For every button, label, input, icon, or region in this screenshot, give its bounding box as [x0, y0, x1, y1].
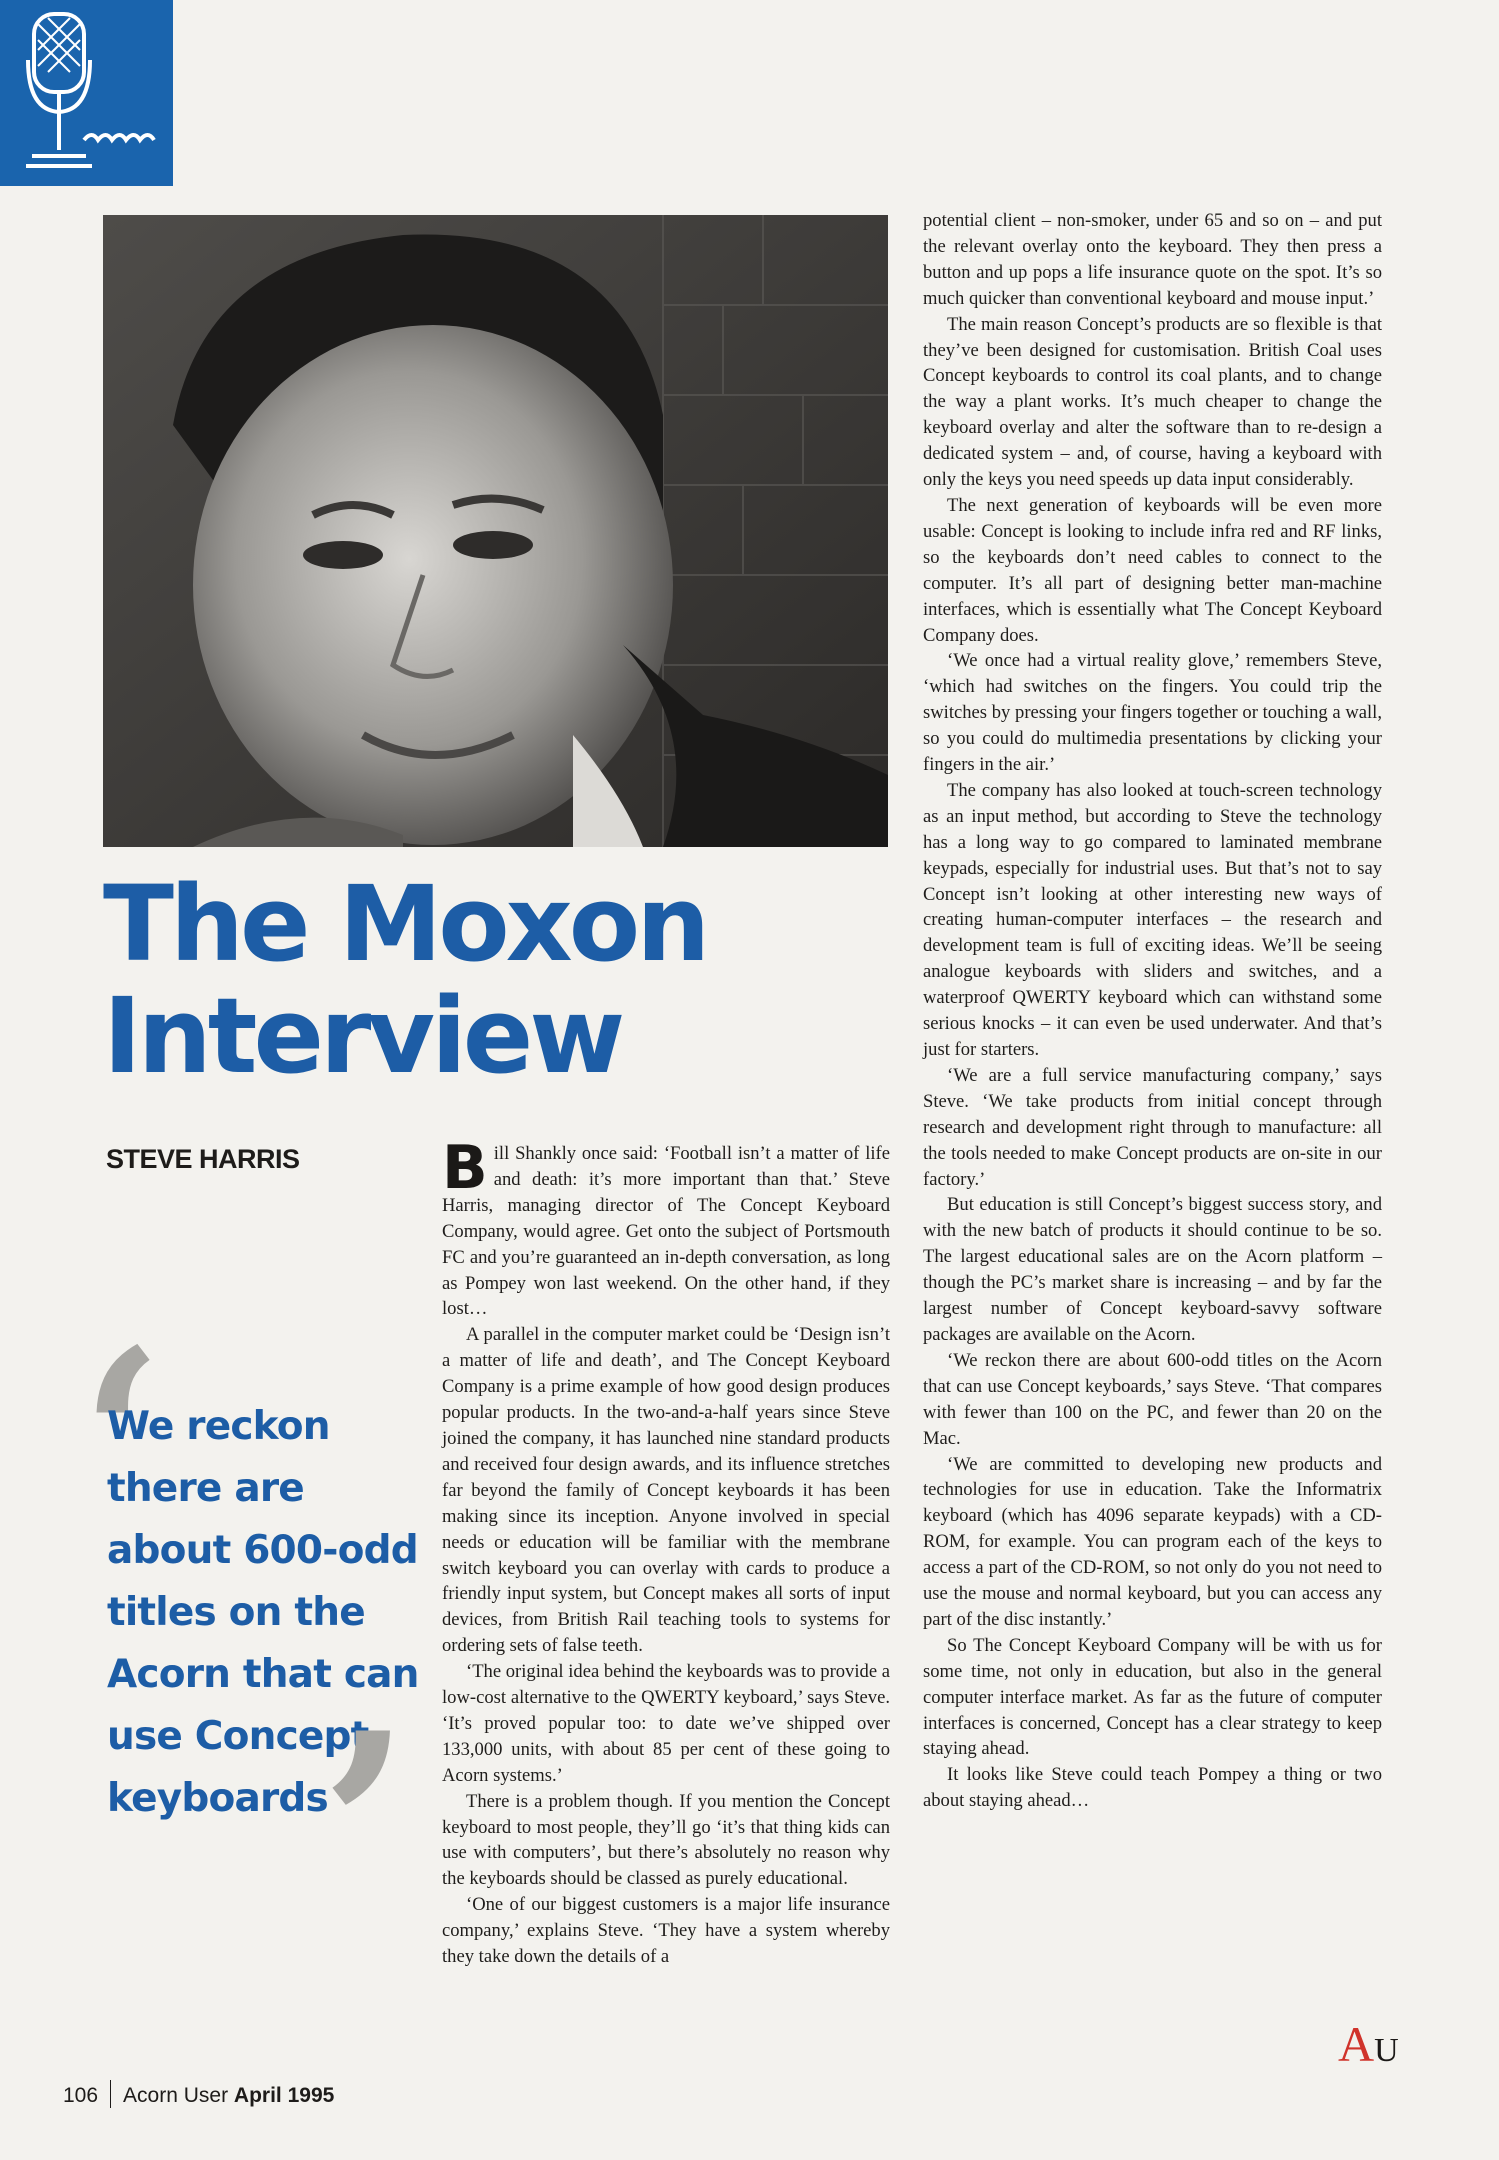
- article-paragraph: The next generation of keyboards will be even more usable: Concept is looking to include infra red and RF links, so the keyboards don’t need cables to connect to the computer. It’s all part of designing better man-machine interfaces, which is essentially what The Concept Keyboard Company does.: [923, 494, 1382, 646]
- microphone-icon: [0, 0, 173, 186]
- close-quote-icon: ’: [320, 1677, 411, 1982]
- article-column-middle: [442, 1133, 890, 2071]
- article-paragraph: ‘One of our biggest customers is a major life insurance company,’ explains Steve. ‘They have a system whereby they take down the details of a: [442, 1894, 890, 1968]
- article-paragraph: ‘The original idea behind the keyboards was to provide a low-cost alternative to the QWERTY keyboard,’ says Steve. ‘It’s proved popular too: to date we’ve shipped over 133,000 units, with about 85 per cent of these going to Acorn systems.’: [442, 1661, 890, 1786]
- footer-divider: [110, 2080, 111, 2108]
- pull-quote-line: there are: [107, 1466, 304, 1511]
- article-paragraph: ‘We are committed to developing new products and technologies for use in education. Take the Informatrix keyboard (which has 4096 separate keypads) with a CD-ROM, for example. You can program each of the keys to access a part of the CD-ROM, so not only do you not need to use the mouse and normal keyboard, but you can access any part of the disc instantly.’: [923, 1453, 1382, 1630]
- issue-date: April 1995: [233, 2084, 335, 2107]
- article-paragraph: potential client – non-smoker, under 65 and so on – and put the relevant overlay onto the keyboard. They then press a button and up pops a life insurance quote on the spot. It’s so much quicker than conventional keyboard and mouse input.’: [923, 210, 1382, 309]
- article-paragraph: It looks like Steve could teach Pompey a thing or two about staying ahead…: [923, 1764, 1382, 1812]
- magazine-name: Acorn User: [123, 2084, 229, 2107]
- headline-line-2: Interview: [103, 975, 622, 1097]
- pull-quote-line: We reckon: [107, 1404, 330, 1449]
- article-paragraph: There is a problem though. If you mention the Concept keyboard to most people, they’ll go ‘it’s that thing kids can use with computers’, but there’s absolutely no reason why the keyboards should be classed as purely educational.: [442, 1790, 890, 1890]
- article-paragraph: ‘We once had a virtual reality glove,’ remembers Steve, ‘which had switches on the fingers. You could trip the switches by pressing your fingers together or touching a wall, so you could do multimedia presentations by clicking your fingers in the air.’: [923, 650, 1382, 776]
- page-number: 106: [63, 2084, 99, 2107]
- page-title: [103, 863, 863, 1097]
- section-logo: [0, 0, 173, 186]
- headline-line-1: The Moxon: [103, 863, 707, 985]
- article-paragraph: The company has also looked at touch-screen technology as an input method, but according to Steve the technology has a long way to go compared to laminated membrane keypads, especially for industrial uses. But that’s not to say Concept isn’t looking at other interesting new ways of creating human-computer interfaces – the research and development team is full of exciting ideas. We’ll be seeing analogue keyboards with sliders and switches, and a waterproof QWERTY keyboard which can withstand some serious knocks – it can even be used underwater. And that’s just for starters.: [923, 779, 1382, 1060]
- article-paragraph: The main reason Concept’s products are so flexible is that they’ve been designed for customisation. British Coal uses Concept keyboards to control its coal plants, and to change the way a plant works. It’s much cheaper to change the keyboard overlay and alter the software than to re-design a dedicated system – and, of course, having a keyboard with only the keys you need speeds up data input considerably.: [923, 313, 1382, 491]
- pull-quote-line: keyboards: [107, 1776, 328, 1821]
- article-paragraph: Bill Shankly once said: ‘Football isn’t a matter of life and death: it’s more important than that.’ Steve Harris, managing director of The Concept Keyboard Company, would agree. Get onto the subject of Portsmouth FC and you’re guaranteed an in-depth conversation, as long as Pompey won last weekend. On the other hand, if they lost…: [442, 1133, 890, 1320]
- article-paragraph: But education is still Concept’s biggest success story, and with the new batch of products it should continue to be so. The largest educational sales are on the Acorn platform – though the PC’s market share is increasing – and by far the largest number of Concept keyboard-savvy software packages are available on the Acorn.: [923, 1194, 1382, 1345]
- pull-quote-line: use Concept: [107, 1714, 369, 1759]
- page-footer: [63, 2080, 334, 2108]
- end-of-article-logo: AU: [1338, 2016, 1399, 2072]
- pull-quote-line: titles on the: [107, 1590, 365, 1635]
- pull-quote-line: about 600-odd: [107, 1528, 418, 1573]
- article-paragraph: So The Concept Keyboard Company will be with us for some time, not only in education, but also in the general computer interface market. As far as the future of computer interfaces is concerned, Concept has a clear strategy to keep staying ahead.: [923, 1634, 1382, 1760]
- article-paragraph: A parallel in the computer market could be ‘Design isn’t a matter of life and death’, and The Concept Keyboard Company is a prime example of how good design produces popular products. In the two-and-a-half years since Steve joined the company, it has launched nine standard products and received four design awards, and its influence stretches far beyond the family of Concept keyboards it has been making since its inception. Anyone involved in special needs or education will be familiar with the membrane switch keyboard you can overlay with cards to produce a friendly input system, but Concept makes all sorts of input devices, from British Rail teaching tools to systems for ordering sets of false teeth.: [442, 1324, 890, 1657]
- article-paragraph: ‘We are a full service manufacturing company,’ says Steve. ‘We take products from initial concept through research and development right through to manufacture: all the tools needed to make Concept products are on-site in our factory.’: [923, 1064, 1382, 1190]
- portrait-photo: [103, 215, 888, 847]
- byline: STEVE HARRIS: [106, 1144, 300, 1174]
- open-quote-icon: ‘: [80, 1297, 164, 1579]
- pull-quote-line: Acorn that can: [107, 1652, 419, 1697]
- article-column-right: [923, 208, 1382, 2078]
- article-paragraph: ‘We reckon there are about 600-odd titles on the Acorn that can use Concept keyboards,’ says Steve. ‘That compares with fewer than 100 on the PC, and fewer than 20 on the Mac.: [923, 1349, 1382, 1449]
- drop-cap: B: [442, 1133, 488, 1203]
